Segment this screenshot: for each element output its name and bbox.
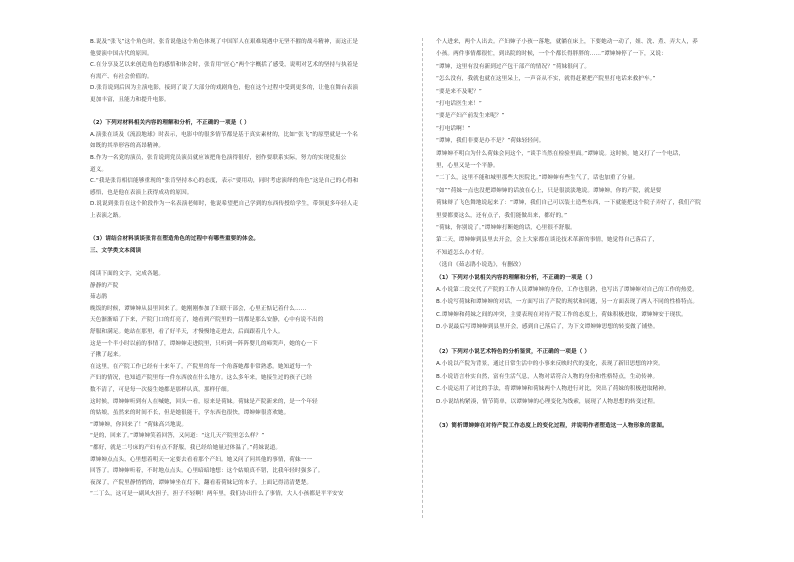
- left-line-17: （3）请结合材料谈谈张肯在塑造角色的过程中有哪些重要的体会。: [90, 236, 260, 243]
- left-line-14: D.说说到张肯在这个阶段作为一名表演老师时，他说希望把自己学到的东西传授给学生，带领更多年轻人走: [90, 201, 359, 208]
- right-line-14: 里要都要这么，还有点子，我们能做出来，都好的。”: [436, 212, 568, 219]
- right-line-20: A.小说第二段交代了产院的工作人员谭婶婶的身份，工作也很熟，也写出了谭婶婶对自己的工作的热爱。: [436, 287, 698, 293]
- left-line-26: 这是一个半小时以前的事情了，谭婶婶走进院里，只听到一阵阵婴儿的啼哭声，她的心一下: [90, 340, 318, 347]
- right-line-21: B.小说写荷妹和谭婶婶的对话，一方面写出了产院的现状和问题，另一方面表现了两人不同的性格特点。: [436, 299, 699, 306]
- left-line-13: 感悟，也是他在表演上获得成功的原因。: [90, 189, 193, 196]
- right-line-12: “如”“荷妹一点也没把谭婶婶的话放在心上，只是很淡淡地说。谭婶婶，你的产院，就是要: [436, 187, 662, 194]
- right-line-8: “谭婶，我们非要是办不是？”荷妹轻轻问。: [436, 138, 545, 145]
- left-line-29: 产妇的情况，也知道产院里每一件东西放在什么地方。这么多年来，她接生过的孩子已经: [90, 375, 313, 382]
- left-line-35: “都好，就是二号床的产妇有点不舒服，我已经给她量过体温了。”荷妹说道。: [90, 445, 282, 451]
- right-line-17: 不知道怎么办才好。: [436, 249, 488, 256]
- left-line-33: “谭婶婶，你回来了！”荷妹高兴地说。: [90, 421, 188, 428]
- left-line-34: “是的，回来了。”谭婶婶笑着回答，又问道：“这几天产院里怎么样？”: [90, 433, 265, 440]
- left-line-39: “二丁么，这可是一副风火担子，担子不轻啊！两年里，我们办出什么了事情，大人小孩都是平平安安: [90, 491, 344, 498]
- left-line-1: 他要演中国古代的原因。: [90, 50, 153, 57]
- right-line-3: “怎么没有，我就也就在这里呆上，一声音从不实，就得赶紧把产院里打电话来救护车。”: [436, 76, 656, 83]
- left-line-9: 如既的其举形容的高昂精神。: [90, 143, 165, 150]
- left-line-36: 谭婶婶点点头，心里想着明天一定要去看看那个产妇。她又问了问其他的事情，荷妹一一: [90, 456, 313, 463]
- left-line-21: 静静的产院: [90, 282, 119, 289]
- right-line-23: D.小说最后写谭婶婶到县里开会，感到自己落后了，为下文谭婶婶思想的转变做了铺垫。: [436, 324, 659, 331]
- right-line-5: “打电话医生来！”: [436, 101, 482, 107]
- left-line-25: 舒服和满足。她站在那里，看了好半天，才慢慢地走进去，后面跟着几个人。: [90, 329, 284, 335]
- left-line-20: 阅读下面的文字，完成各题。: [90, 271, 165, 277]
- left-line-30: 数不清了，可是每一次接生她都是那样认真，那样仔细。: [90, 387, 233, 393]
- right-line-4: “要是来不及呢？”: [436, 88, 482, 95]
- left-line-22: 茹志鹃: [90, 294, 108, 301]
- right-line-7: “打电话啊！”: [436, 125, 471, 132]
- left-line-2: C.在分享及艺以来创造角色的感悟和体会时，张肯用“匠心”两个字概括了感受，说明对艺术的坚持与执着是: [90, 62, 359, 69]
- right-line-18: （选自《茹志鹃小说选》，有删改）: [436, 262, 525, 269]
- right-line-10: 里，心里又是一个平静。: [436, 163, 499, 169]
- left-line-0: B.说及“张飞”这个角色时，张肯说他这个角色体现了中国军人在艰难境遇中无坚不摧的战斗精神，而这正是: [90, 39, 359, 45]
- left-line-4: D.张肯说到后因为主演电影，接到了说了大部分的戏剧角色，他在这个过程中受到更多的，让他在舞台表演: [90, 85, 359, 92]
- right-line-31: （3）简析谭婶婶在对待产院工作态度上的变化过程，并说明作者塑造这一人物形象的意图。: [436, 423, 668, 430]
- right-line-6: “要是产妇产前发生来呢？”: [436, 113, 505, 120]
- right-line-29: D.小说结构紧凑，情节简单，以谭婶婶的心理变化为线索，展现了人物思想的转变过程。: [436, 398, 659, 405]
- right-line-11: “二丁么，这里不能和城里那些大医院比。”谭婶婶有些生气了，话也加重了分量。: [436, 175, 639, 182]
- left-line-12: C.“我是张肯相信能够重现的”张肯坚持本心的态度，表示“要用功，同时考虑演绎的角色”这是自己的心得和: [90, 178, 359, 185]
- right-line-1: 小孩。两件事情都很忙，到出院的时候，一个个都长得胖胖的……”谭婶婶停了一下，又说：: [436, 51, 667, 58]
- left-line-10: B.作为一名党的演员，张肯说到党员演员就应该把角色演得很好，创作要联系实际，努力的实现党报公: [90, 155, 347, 161]
- left-line-37: 回答了。谭婶婶听着，不时地点点头，心里暗暗地想：这个姑娘真不错，比我年轻时强多了。: [90, 468, 324, 475]
- right-line-15: “荷妹，你别说了。”谭婶婶打断她的话，心里很不舒服。: [436, 225, 576, 231]
- left-line-15: 上表演之路。: [90, 213, 125, 219]
- left-line-18: 三、文学类文本阅读: [90, 247, 142, 254]
- right-line-9: 谭婶婶不明白为什么荷妹会问这个，“谈手当然在检验里面。”谭婶说。这时候，她又打了一个电话，: [436, 150, 685, 157]
- right-line-26: A.小说以产院为背景，通过日常生活中的小事来反映时代的变化，表现了新旧思想的冲突。: [436, 361, 664, 368]
- left-line-11: 道义。: [90, 166, 108, 173]
- right-line-27: B.小说语言朴实自然，富有生活气息，人物对话符合人物的身份和性格特点，生动传神。: [436, 373, 659, 380]
- left-line-8: A.演张在谈及《流浪地球》时表示，电影中的很多情节都是基于真实素材的，比如“张飞”的原型就是一个名: [90, 131, 358, 138]
- left-line-24: 天色渐渐暗了下来，产院门口的灯亮了，她看到产院里的一切都是那么安静，心中有说不出的: [90, 317, 324, 324]
- right-line-22: C.谭婶婶和荷妹之间的冲突，主要表现在对待产院工作的态度上，荷妹积极进取，谭婶婶安于现状。: [436, 311, 687, 318]
- right-line-25: （2）下列对小说艺术特色的分析鉴赏，不正确的一项是（ ）: [436, 349, 591, 355]
- column-divider: [422, 38, 423, 518]
- right-line-19: （1）下列对小说相关内容的理解和分析，不正确的一项是（ ）: [436, 274, 596, 281]
- left-line-27: 子揪了起来。: [90, 352, 125, 359]
- right-line-28: C.小说运用了对比的手法，将谭婶婶和荷妹两个人物进行对比，突出了荷妹的积极进取精神。: [436, 386, 670, 393]
- left-line-5: 更加丰富，且能力和提升电影。: [90, 97, 170, 103]
- right-line-2: “谭婶，这里有没有新到过产包干部产的情况？”荷妹很问了。: [436, 63, 591, 70]
- left-line-38: 夜深了，产院里静悄悄的，谭婶婶坐在灯下，翻看着荷妹记的本子，上面记得清清楚楚。: [90, 479, 313, 486]
- left-line-23: 晚饭的时候，谭婶婶从县里回来了。她刚刚参加了妇联干部会，心里正惦记着什么……: [90, 305, 307, 312]
- right-line-0: 个人进来，两个人出去。产妇婶子小孩一落地，就躺在床上，下要她动一动了，姐、洗、煮、弄大人，养: [436, 39, 698, 45]
- left-line-3: 有需产、有社会价值的。: [90, 73, 153, 80]
- left-line-7: （2）下列对材料相关内容的理解和分析，不正确的一项是（ ）: [90, 120, 250, 127]
- right-line-16: 第二天，谭婶婶到县里去开会，会上大家都在谈论技术革新的事情，她觉得自己落后了，: [436, 237, 659, 244]
- right-line-13: 荷妹辩了飞色舞地说起来了：“谭婶，我们自己可以装土造些东西，一下就能把这个院子弄好了，我们产院: [436, 200, 701, 207]
- left-line-28: 在这里，在产院工作已经有十来年了，产院里的每一个角落她都非常熟悉。她知道每一个: [90, 363, 313, 370]
- left-line-31: 这时候，谭婶婶听到有人在喊她，回头一看，原来是荷妹。荷妹是产院新来的，是一个年轻: [90, 398, 318, 405]
- left-line-32: 的姑娘，虽然来的时间不长，但是她很能干，学东西也很快，谭婶婶很喜欢她。: [90, 410, 290, 417]
